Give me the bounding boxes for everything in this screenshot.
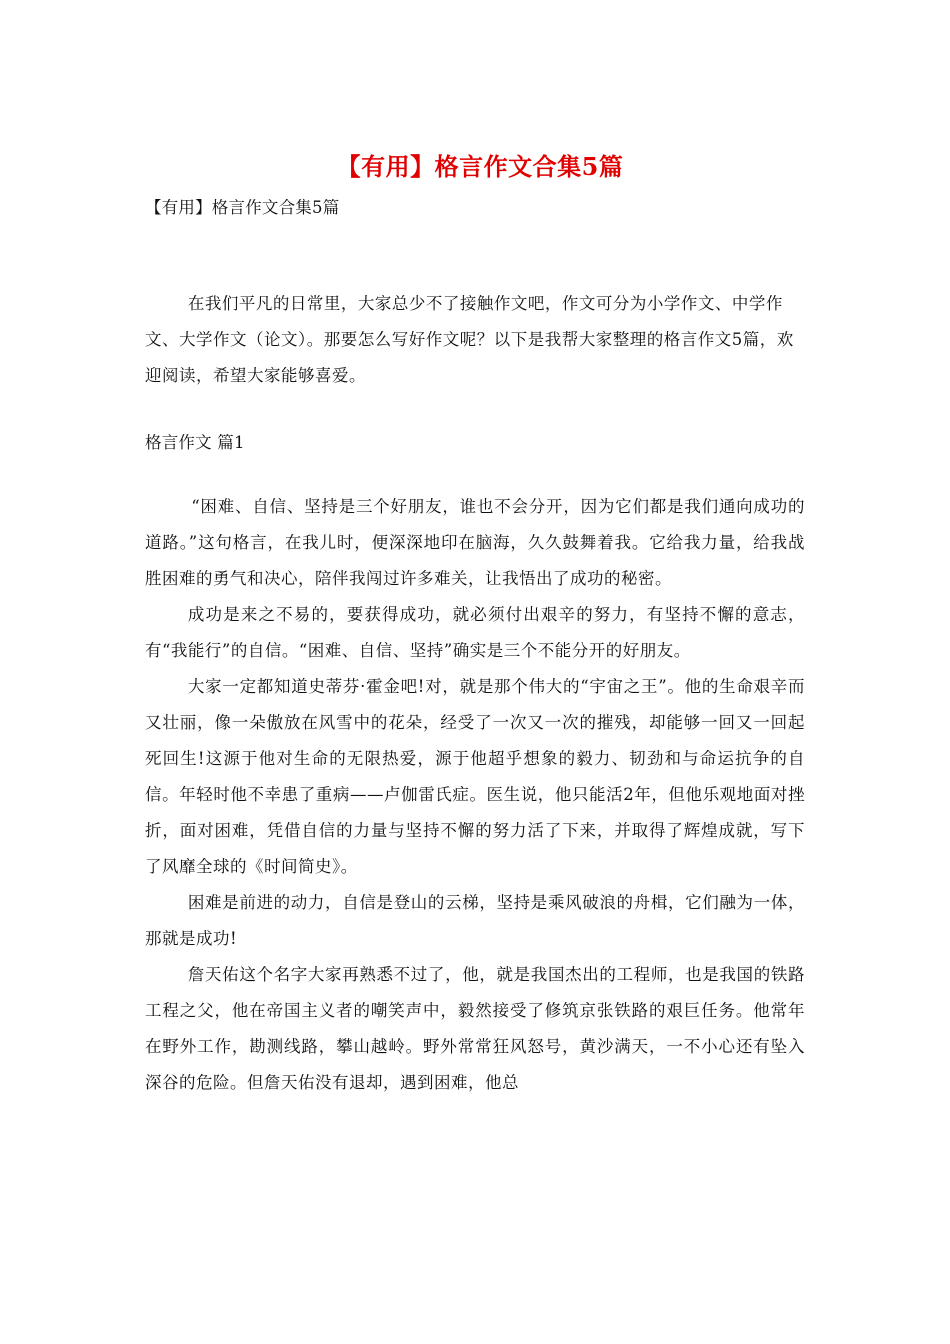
intro-paragraph: 在我们平凡的日常里，大家总少不了接触作文吧，作文可分为小学作文、中学作文、大学作文（论文）。那要怎么写好作文呢？以下是我帮大家整理的格言作文5篇，欢迎阅读，希望大家能够喜爱。 bbox=[145, 294, 794, 385]
essay-paragraph: 詹天佑这个名字大家再熟悉不过了，他，就是我国杰出的工程师，也是我国的铁路工程之父，他在帝国主义者的嘲笑声中，毅然接受了修筑京张铁路的艰巨任务。他常年在野外工作，勘测线路，攀山越岭。野外常常狂风怒号，黄沙满天，一不小心还有坠入深谷的危险。但詹天佑没有退却，遇到困难，他总 bbox=[145, 965, 805, 1092]
section-heading: 格言作文 篇1 bbox=[145, 433, 245, 452]
document-page bbox=[145, 150, 805, 1101]
document-title: 【有用】格言作文合集5篇 bbox=[336, 152, 624, 181]
essay-paragraph: 困难是前进的动力，自信是登山的云梯，坚持是乘风破浪的舟楫，它们融为一体，那就是成功! bbox=[145, 893, 805, 948]
essay-paragraph: 成功是来之不易的，要获得成功，就必须付出艰辛的努力，有坚持不懈的意志，有“我能行”的自信。“困难、自信、坚持”确实是三个不能分开的好朋友。 bbox=[145, 605, 805, 660]
essay-paragraph: “困难、自信、坚持是三个好朋友，谁也不会分开，因为它们都是我们通向成功的道路。”这句格言，在我儿时，便深深地印在脑海，久久鼓舞着我。它给我力量，给我战胜困难的勇气和决心，陪伴我闯过许多难关，让我悟出了成功的秘密。 bbox=[145, 497, 805, 588]
essay-body bbox=[145, 489, 805, 1101]
document-subtitle: 【有用】格言作文合集5篇 bbox=[145, 198, 340, 217]
essay-paragraph: 大家一定都知道史蒂芬·霍金吧!对，就是那个伟大的“宇宙之王”。他的生命艰辛而又壮丽，像一朵傲放在风雪中的花朵，经受了一次又一次的摧残，却能够一回又一回起死回生!这源于他对生命的无限热爱，源于他超乎想象的毅力、韧劲和与命运抗争的自信。年轻时他不幸患了重病——卢伽雷氏症。医生说，他只能活2年，但他乐观地面对挫折，面对困难，凭借自信的力量与坚持不懈的努力活了下来，并取得了辉煌成就，写下了风靡全球的《时间简史》。 bbox=[145, 677, 805, 876]
